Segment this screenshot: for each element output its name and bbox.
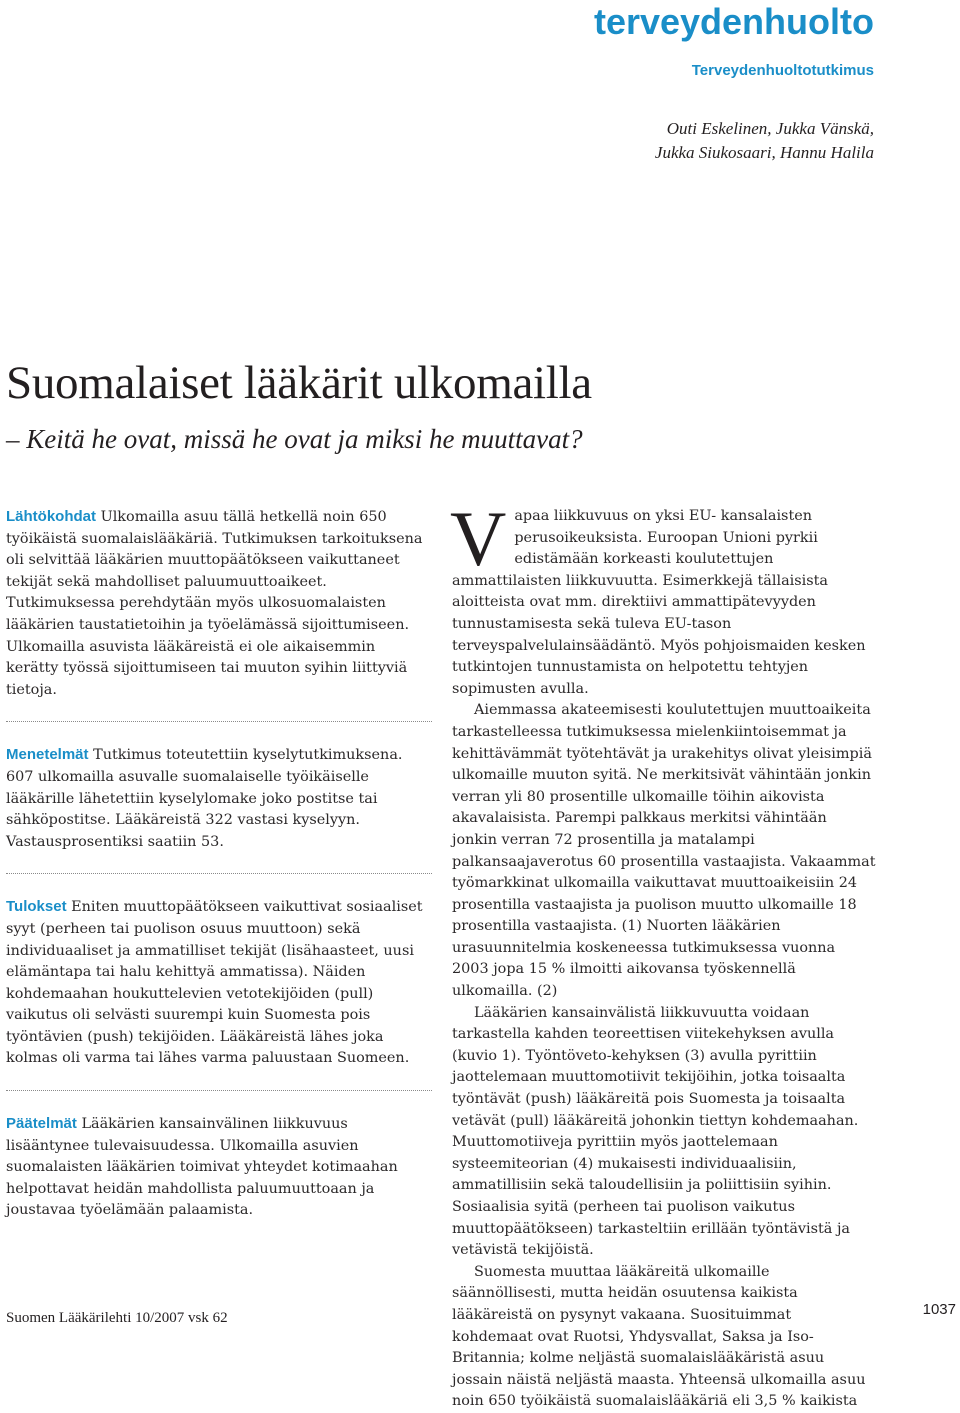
authors: [474, 117, 874, 165]
abstract-background: [6, 506, 432, 701]
body-paragraph: Suomesta muuttaa lääkäreitä ulkomaille säännöllisesti, mutta heidän osuutensa kaikista lääkäreistä on pysynyt vakaana. Suosituimmat kohdemaat ovat Ruotsi, Yhdysvallat, Saksa ja Iso-Britannia; kolme neljästä suomalaislääkäristä asuu jossain näistä neljästä maasta. Yhteensä ulkomailla asuu noin 650 työikäistä suomalaislääkäriä eli 3,5 % kaikista: [452, 1263, 866, 1410]
divider: [6, 873, 432, 874]
subsection-name: Terveydenhuoltotutkimus: [691, 62, 874, 79]
abstract-text: Tutkimus toteutettiin kyselytutkimuksena. 607 ulkomailla asuvalle suomalaiselle työikäiselle lääkärille lähetettiin kyselylomake joko postitse tai sähköpostitse. Lääkäreistä 322 vastasi kyselyyn. Vastausprosentiksi saatiin 53.: [6, 747, 403, 850]
abstract-text: Lääkärien kansainvälinen liikkuvuus lisääntynee tulevaisuudessa. Ulkomailla asuvien suomalaisten lääkärien toimivat yhteydet kotimaahan helpottavat heidän mahdollista paluumuuttoaan ja joustavaa työelämään palaamista.: [6, 1116, 398, 1219]
body-paragraph: Aiemmassa akateemisesti koulutettujen muuttoaikeita tarkastelleessa tutkimuksessa mielenkiintoisemmat ja kehittävämmät työtehtävät ja urakehitys olivat yleisimpiä ulkomaille muuton syitä. Ne merkitsivät vähintään jonkin verran yli 80 prosentille ulkomaille töihin aikovista akavalaisista. Parempi palkkaus merkitsi vähintään jonkin verran 72 prosentilla ja matalampi palkansaajaverotus 60 prosentilla vastaajista. Vakaammat työmarkkinat ulkomailla vaikuttavat muuttoaikeisiin 24 prosentilla vastaajista ja puolison muutto ulkomaille 18 prosentilla vastaajista. (1) Nuorten lääkärien urasuunnitelmia koskeneessa tutkimuksessa vuonna 2003 jopa 15 % ilmoitti aikovansa työskennellä ulkomailla. (2): [452, 702, 876, 1000]
divider: [6, 721, 432, 722]
article-body: [450, 495, 876, 1413]
body-paragraph: [450, 495, 876, 700]
abstract-heading: Menetelmät: [6, 746, 89, 764]
abstract-conclusions: [6, 1113, 432, 1222]
page-number: 1037: [922, 1301, 956, 1318]
body-paragraph: Lääkärien kansainvälistä liikkuvuutta voidaan tarkastella kahden teoreettisen viitekehyksen avulla (kuvio 1). Työntöveto-kehyksen (3) avulla pyrittiin jaottelemaan muuttomotiivit tekijöihin, jotka toisaalta työntävät (push) lääkäreitä pois Suomesta ja toisaalta vetävät (pull) lääkäreitä johonkin tiettyn kohdemaahan. Muuttomotiiveja pyrittiin myös jaottelemaan systeemiteorian (4) mukaisesti individuaalisiin, ammatillisiin sekä taloudellisiin ja poliittisiin syihin. Sosiaalisia syitä (perheen tai puolison vaikutus muuttopäätökseen) tarkasteltiin erillään työntävistä ja vetävistä tekijöistä.: [452, 1004, 859, 1259]
section-name: terveydenhuolto: [593, 1, 874, 42]
body-text: apaa liikkuvuus on yksi EU- kansalaisten perusoikeuksista. Euroopan Unioni pyrkii edistämään korkeasti koulutettujen ammattilaisten liikkuvuutta. Esimerkkejä tällaisista aloitteista ovat mm. direktiivi ammattipätevyyden tunnustamisesta sekä tuleva EU-tason terveyspalvelulainsäädäntö. Myös pohjoismaiden kesken tutkintojen tunnustamista on helpotettu tehtyjen sopimusten avulla.: [452, 508, 866, 697]
divider: [6, 1090, 432, 1091]
abstract-heading: Lähtökohdat: [6, 508, 96, 525]
authors-line-2: Jukka Siukosaari, Hannu Halila: [654, 143, 874, 162]
abstract: [6, 506, 432, 1222]
article-subtitle: – Keitä he ovat, missä he ovat ja miksi he muuttavat?: [6, 424, 583, 454]
abstract-text: Eniten muuttopäätökseen vaikuttivat sosiaaliset syyt (perheen tai puolison osuus muuttoon) sekä individuaaliset ja ammatilliset tekijät (lisähaasteet, uusi elämäntapa tai halu kehittyä ammatissa). Näiden kohdemaahan houkuttelevien vetotekijöiden (pull) vaikutus oli selvästi suurempi kuin Suomesta pois työntävien (push) tekijöiden. Lääkäreistä lähes joka kolmas oli varma tai lähes varma paluustaan Suomeen.: [6, 899, 423, 1067]
drop-cap: V: [450, 495, 507, 582]
abstract-text: Ulkomailla asuu tällä hetkellä noin 650 työikäistä suomalaislääkäriä. Tutkimuksen tarkoituksena oli selvittää lääkärien muuttopäätökseen vaikuttaneet tekijät sekä mahdolliset paluumuuttoaikeet. Tutkimuksessa perehdytään myös ulkosuomalaisten lääkärien taustatietoihin ja työelämässä sijoittumiseen. Ulkomailla asuvista lääkäreistä ei ole aikaisemmin kerätty työssä sijoittumiseen tai muuton syihin liittyviä tietoja.: [6, 509, 423, 698]
journal-info: Suomen Lääkärilehti 10/2007 vsk 62: [6, 1310, 228, 1326]
abstract-results: [6, 896, 432, 1070]
article-title: Suomalaiset lääkärit ulkomailla: [6, 357, 592, 409]
abstract-heading: Päätelmät: [6, 1115, 77, 1133]
abstract-heading: Tulokset: [6, 898, 67, 916]
abstract-methods: [6, 744, 432, 853]
authors-line-1: Outi Eskelinen, Jukka Vänskä,: [666, 119, 874, 138]
